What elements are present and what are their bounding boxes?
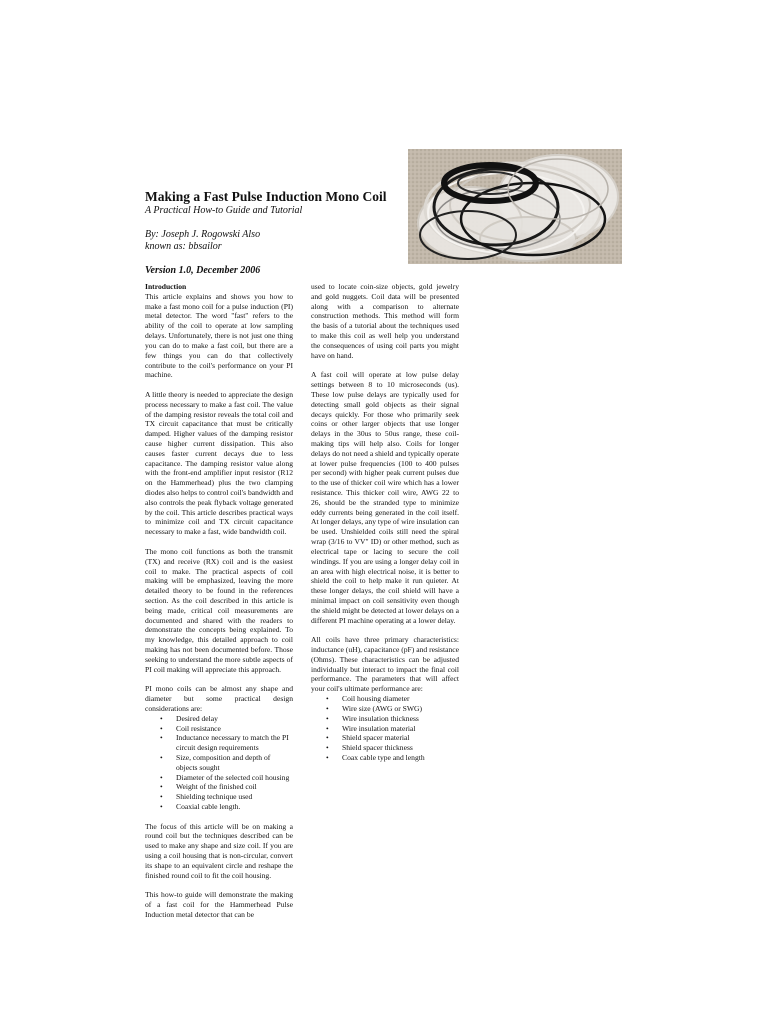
list-item: • Coax cable type and length <box>311 753 459 763</box>
author-alias: known as: bbsailor <box>145 241 222 252</box>
theory-paragraph: A little theory is needed to appreciate the design process necessary to make a fast coil. The value of the damping resistor reveals the total coil and TX circuit capacitance that must be critically damped. Higher values of the damping resistor cause higher current dissipation. This also causes faster current decays due to less capacitance. The damping resistor value along with the front-end amplifier input resistor (R12 on the Hammerhead) plus the two clamping diodes also helps to control coil's bandwidth and also controls the peak flyback voltage generated by the coil. This article describes practical ways to minimize coil and TX circuit capacitance necessary to make a fast, wide bandwidth coil. <box>145 389 293 537</box>
author-line: By: Joseph J. Rogowski Also <box>145 229 261 240</box>
list-item: • Wire insulation material <box>311 724 459 734</box>
document-header <box>145 188 407 277</box>
list-item: • Weight of the finished coil <box>145 782 293 792</box>
list-item: • Shielding technique used <box>145 792 293 802</box>
list-item: • Coaxial cable length. <box>145 802 293 812</box>
right-column <box>311 282 459 773</box>
intro-paragraph: This article explains and shows you how to make a fast mono coil for a pulse induction (PI) metal detector. The word "fast" refers to the ability of the coil to operate at low sampling delays. Unfortunately, there is not just one thing you can do to make a fast coil, but there are a few things you can do that collectively contribute to the coil's performance on your PI machine. <box>145 291 293 380</box>
list-item: • Desired delay <box>145 714 293 724</box>
list-item: • Shield spacer material <box>311 733 459 743</box>
list-item: • Shield spacer thickness <box>311 743 459 753</box>
considerations-list <box>145 714 293 812</box>
list-item: • Diameter of the selected coil housing <box>145 773 293 783</box>
focus-paragraph: The focus of this article will be on making a round coil but the techniques described can be used to make any shape and size coil. If you are using a coil housing that is non-circular, convert its shape to an equivalent circle and reshape the finished round coil to fit the coil housing. <box>145 821 293 880</box>
version-line: Version 1.0, December 2006 <box>145 265 261 276</box>
left-column <box>145 282 293 930</box>
characteristics-paragraph: All coils have three primary characteristics: inductance (uH), capacitance (pF) and resistance (Ohms). These characteristics can be adjusted individually but interact to impact the final coil performance. The parameters that will affect your coil's ultimate performance are: <box>311 635 460 694</box>
list-item: • Wire size (AWG or SWG) <box>311 704 459 714</box>
fast-coil-paragraph: A fast coil will operate at low pulse delay settings between 8 to 10 microseconds (us). These low pulse delays are typically used for detecting small gold objects as their signal decays quickly. For those who primarily seek coins or other larger objects that use longer delays in the 30us to 50us range, these coil-making tips will help also. Coils for longer delays do not need a shield and typically operate at lower pulse frequencies (100 to 400 pulses per second) with higher peak current pulses due to the use of thicker coil wire which has a lower resistance. This thicker coil wire, AWG 22 to 26, should be the stranded type to minimize eddy currents being generated in the coil itself. At longer delays, any type of wire insulation can be used. Unshielded coils still need the spiral wrap (3/16 to VV" ID) or other method, such as electrical tape or lacing to secure the coil windings. If you are using a longer delay coil in an area with high electrical noise, it is better to shield the coil to help make it run quieter. At these longer delays, the coil shield will have a minimal impact on coil sensitivity even though the shield might be detected at lower delays on a different PI machine operating at a lower delay. <box>311 370 459 625</box>
howto-paragraph: This how-to guide will demonstrate the making of a fast coil for the Hammerhead Pulse Induction metal detector that can be <box>145 890 293 919</box>
document-title: Making a Fast Pulse Induction Mono Coil <box>145 189 387 204</box>
list-item: • Coil housing diameter <box>311 694 459 704</box>
document-subtitle: A Practical How-to Guide and Tutorial <box>145 205 303 216</box>
list-item: • Wire insulation thickness <box>311 714 459 724</box>
mono-coil-paragraph: The mono coil functions as both the transmit (TX) and receive (RX) coil and is the easiest coil to make. The practical aspects of coil making will be emphasized, leaving the more detailed theory to be found in the references section. As the coil described in this article is being made, critical coil measurements are documented and shared with the readers to demonstrate the concepts being explained. To my knowledge, this detailed approach to coil making has not been documented before. Those seeking to understand the more subtle aspects of PI coil making will appreciate this approach. <box>145 546 293 674</box>
coil-parts-photo <box>408 149 622 264</box>
list-item: • Inductance necessary to match the PI circuit design requirements <box>145 733 293 753</box>
coil-parts-illustration <box>408 149 622 264</box>
intro-heading: Introduction <box>145 282 187 291</box>
parameters-list <box>311 694 459 763</box>
continuation-paragraph: used to locate coin-size objects, gold jewelry and gold nuggets. Coil data will be presented along with a comparison to alternate construction methods. This method will form the basis of a tutorial about the techniques used to make this coil as well help you understand the consequences of using coil parts you might have on hand. <box>311 282 459 360</box>
considerations-intro: PI mono coils can be almost any shape and diameter but some practical design considerations are: <box>145 684 293 713</box>
list-item: • Size, composition and depth of objects sought <box>145 753 293 773</box>
list-item: • Coil resistance <box>145 724 293 734</box>
